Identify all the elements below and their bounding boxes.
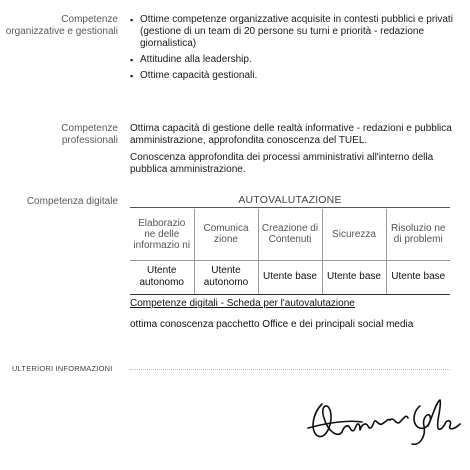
section-label-professionali [61, 123, 118, 147]
table-row [130, 260, 450, 294]
list-item: ▪ Attitudine alla leadership. [130, 54, 460, 66]
list-item: ▪ Ottime capacità gestionali. [130, 70, 460, 82]
paragraph: Conoscenza approfondita dei processi amministrativi all'interno della pubblica amministrazione. [130, 152, 434, 175]
autovalutazione-title: AUTOVALUTAZIONE [130, 193, 450, 208]
autovalutazione-table [130, 209, 450, 295]
table-header-row [130, 209, 450, 260]
table-header-cell: Creazione di Contenuti [258, 209, 322, 260]
divider [130, 369, 450, 370]
signature-icon [300, 392, 470, 452]
organizzative-content [130, 14, 460, 86]
table-header-cell: Sicurezza [322, 209, 386, 260]
paragraph: Ottima capacità di gestione delle realtà informative - redazioni e pubblica amministrazione, approfondita conoscenza del TUEL. [130, 123, 452, 146]
section-label-digitale [27, 196, 118, 208]
table-cell: Utente autonomo [130, 260, 194, 294]
organizzative-list [130, 14, 460, 82]
label-line: Competenze [61, 14, 118, 25]
table-header-cell: Elaborazio ne delle informazio ni [130, 209, 194, 260]
list-item: ▪ Ottime competenze organizzative acquisite in contesti pubblici e privati (gestione di un team di 20 persone su turni e priorità - redazione giornalistica) [130, 14, 460, 50]
label-line: organizzative e gestionali [5, 26, 118, 37]
label-line: professionali [61, 135, 118, 146]
table-header-cell: Comunica zione [194, 209, 258, 260]
professionali-content [130, 123, 460, 181]
section-label-ulteriori: ULTERIORI INFORMAZIONI [12, 364, 113, 373]
table-cell: Utente base [322, 260, 386, 294]
section-label-organizzative [6, 14, 118, 38]
label-line: Competenze [61, 123, 118, 134]
table-cell: Utente base [258, 260, 322, 294]
table-cell: Utente base [386, 260, 450, 294]
autovalutazione-link[interactable]: Competenze digitali - Scheda per l'autovalutazione [130, 298, 355, 309]
table-header-cell: Risoluzio ne di problemi [386, 209, 450, 260]
digital-note: ottima conoscenza pacchetto Office e dei principali social media [130, 319, 414, 330]
table-cell: Utente autonomo [194, 260, 258, 294]
label-line: Competenza digitale [26, 196, 118, 207]
